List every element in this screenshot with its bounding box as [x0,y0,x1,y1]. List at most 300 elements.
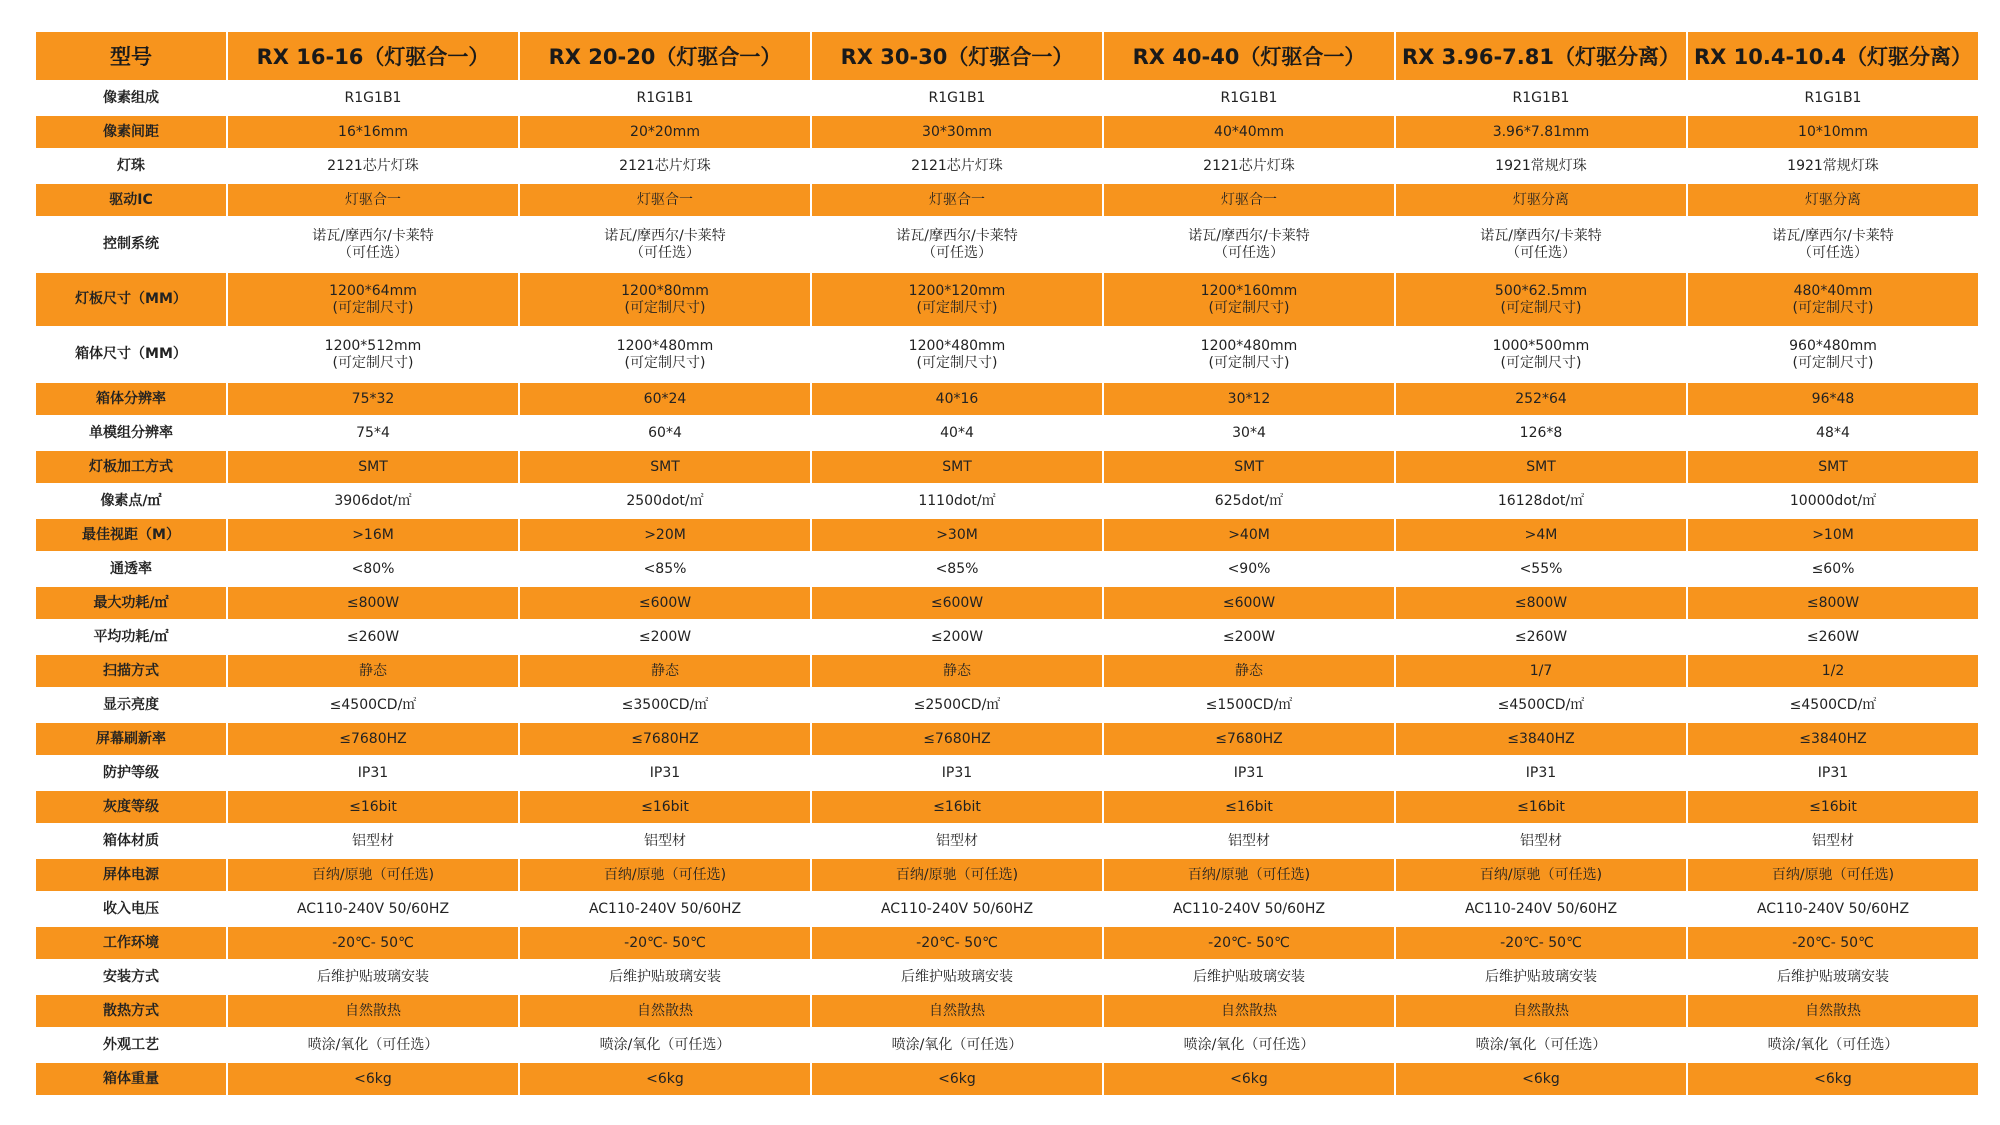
cell-text: ≤16bit [641,798,689,815]
table-cell [1396,927,1686,961]
table-cell [1688,757,1978,791]
cell-text: ≤7680HZ [339,730,407,747]
table-cell [520,655,810,689]
cell-text: 60*24 [643,390,687,407]
table-row [36,893,1978,927]
cell-text: >10M [1812,526,1854,543]
cell-text: <6kg [1230,1070,1268,1087]
cell-text: 灯驱分离 [1513,191,1569,208]
cell-text: 自然散热 [1805,1002,1861,1019]
cell-text: 500*62.5mm [1494,282,1588,299]
row-label: 扫描方式 [36,655,226,689]
table-cell [228,927,518,961]
cell-text: R1G1B1 [344,89,402,106]
row-label: 箱体重量 [36,1063,226,1097]
cell-text: (可定制尺寸) [916,354,998,371]
table-row [36,859,1978,893]
cell-text: IP31 [941,764,973,781]
table-cell [520,1029,810,1063]
table-cell [228,184,518,218]
table-cell [812,218,1102,273]
cell-text: (可定制尺寸) [332,299,414,316]
cell-text: (可定制尺寸) [916,299,998,316]
table-cell [1688,383,1978,417]
cell-text: R1G1B1 [928,89,986,106]
table-row [36,184,1978,218]
cell-text: ≤7680HZ [631,730,699,747]
table-cell [812,995,1102,1029]
cell-text: SMT [358,458,388,475]
cell-text: ≤60% [1811,560,1855,577]
cell-text: 后维护贴玻璃安装 [1777,968,1889,985]
cell-text: -20℃- 50℃ [1792,934,1874,951]
table-row [36,621,1978,655]
cell-text: 诺瓦/摩西尔/卡莱特 [896,227,1018,244]
cell-text: ≤260W [1514,628,1568,645]
cell-text: 1/7 [1529,662,1553,679]
row-label: 像素点/㎡ [36,485,226,519]
table-row [36,587,1978,621]
table-cell [1396,184,1686,218]
table-cell [1104,587,1394,621]
table-cell [1396,328,1686,383]
table-cell [812,723,1102,757]
table-cell [1104,383,1394,417]
cell-text: ≤16bit [933,798,981,815]
table-row [36,116,1978,150]
table-row [36,655,1978,689]
table-cell [1688,995,1978,1029]
table-cell [228,1063,518,1097]
cell-text: 30*12 [1227,390,1271,407]
cell-text: ≤3500CD/㎡ [621,696,709,713]
cell-text: 后维护贴玻璃安装 [1485,968,1597,985]
cell-text: R1G1B1 [1512,89,1570,106]
table-cell [520,485,810,519]
table-cell [228,328,518,383]
cell-text: ≤3840HZ [1507,730,1575,747]
table-cell [520,689,810,723]
table-cell [1688,553,1978,587]
cell-text: R1G1B1 [636,89,694,106]
cell-text: IP31 [1817,764,1849,781]
cell-text: 20*20mm [630,123,700,140]
cell-text: IP31 [357,764,389,781]
table-cell [1104,273,1394,328]
table-cell [520,621,810,655]
table-cell [1688,417,1978,451]
table-row [36,791,1978,825]
table-row [36,519,1978,553]
table-cell [228,689,518,723]
cell-text: 16*16mm [338,123,408,140]
cell-text: ≤200W [1222,628,1276,645]
row-label: 外观工艺 [36,1029,226,1063]
table-cell [228,82,518,116]
table-cell [1688,273,1978,328]
cell-text: 1200*480mm [1200,337,1298,354]
table-cell [812,485,1102,519]
table-row [36,961,1978,995]
cell-text: 喷涂/氧化（可任选） [1767,1036,1899,1053]
table-cell [1104,893,1394,927]
cell-text: 1921常规灯珠 [1787,157,1879,174]
row-label: 屏体电源 [36,859,226,893]
cell-text: 静态 [651,662,679,679]
cell-text: AC110-240V 50/60HZ [1464,900,1618,917]
cell-text: IP31 [1525,764,1557,781]
cell-text: 铝型材 [1228,832,1270,849]
cell-text: 2500dot/㎡ [626,492,704,509]
cell-text: 40*40mm [1214,123,1284,140]
cell-text: 自然散热 [929,1002,985,1019]
table-cell [520,825,810,859]
row-label: 工作环境 [36,927,226,961]
table-cell [1688,621,1978,655]
cell-text: 10*10mm [1798,123,1868,140]
cell-text: SMT [1818,458,1848,475]
table-cell [1104,328,1394,383]
cell-text: 1200*480mm [616,337,714,354]
table-cell [520,150,810,184]
cell-text: 静态 [943,662,971,679]
header-cell-product: RX 16-16（灯驱合一） [228,32,518,82]
table-cell [1104,927,1394,961]
row-label: 收入电压 [36,893,226,927]
cell-text: 静态 [1235,662,1263,679]
cell-text: 96*48 [1811,390,1855,407]
table-cell [1688,82,1978,116]
table-cell [1688,791,1978,825]
table-cell [228,757,518,791]
table-cell [1104,82,1394,116]
row-label: 最大功耗/㎡ [36,587,226,621]
cell-text: 铝型材 [936,832,978,849]
table-cell [228,519,518,553]
cell-text: 喷涂/氧化（可任选） [599,1036,731,1053]
header-cell-product: RX 10.4-10.4（灯驱分离） [1688,32,1978,82]
cell-text: 喷涂/氧化（可任选） [1475,1036,1607,1053]
table-cell [1688,184,1978,218]
row-label: 控制系统 [36,218,226,273]
table-cell [1104,116,1394,150]
table-cell [1688,150,1978,184]
table-cell [1396,82,1686,116]
cell-text: 60*4 [648,424,682,441]
table-cell [1688,519,1978,553]
table-cell [812,961,1102,995]
row-label: 灰度等级 [36,791,226,825]
cell-text: 诺瓦/摩西尔/卡莱特 [1480,227,1602,244]
cell-text: 灯驱分离 [1805,191,1861,208]
table-cell [1688,218,1978,273]
cell-text: 后维护贴玻璃安装 [901,968,1013,985]
cell-text: 1200*160mm [1200,282,1298,299]
table-cell [1104,757,1394,791]
row-label: 箱体分辨率 [36,383,226,417]
cell-text: 后维护贴玻璃安装 [317,968,429,985]
table-cell [812,417,1102,451]
cell-text: 3906dot/㎡ [334,492,412,509]
cell-text: 1000*500mm [1492,337,1590,354]
table-cell [520,82,810,116]
cell-text: AC110-240V 50/60HZ [1756,900,1910,917]
table-cell [1396,791,1686,825]
table-cell [520,328,810,383]
table-cell [812,825,1102,859]
header-row [36,32,1978,82]
header-cell-product: RX 40-40（灯驱合一） [1104,32,1394,82]
cell-text: 3.96*7.81mm [1492,123,1590,140]
cell-text: ≤7680HZ [923,730,991,747]
table-cell [228,273,518,328]
table-cell [228,859,518,893]
cell-text: <6kg [354,1070,392,1087]
table-cell [1396,485,1686,519]
table-row [36,1063,1978,1097]
cell-text: （可任选） [338,244,408,261]
cell-text: 10000dot/㎡ [1789,492,1877,509]
table-cell [812,82,1102,116]
cell-text: -20℃- 50℃ [1500,934,1582,951]
table-cell [1104,825,1394,859]
cell-text: (可定制尺寸) [332,354,414,371]
table-cell [520,417,810,451]
table-cell [1688,655,1978,689]
cell-text: ≤4500CD/㎡ [329,696,417,713]
table-cell [812,273,1102,328]
table-row [36,723,1978,757]
row-label: 显示亮度 [36,689,226,723]
cell-text: 1921常规灯珠 [1495,157,1587,174]
cell-text: （可任选） [1798,244,1868,261]
table-cell [1396,587,1686,621]
table-cell [228,621,518,655]
table-cell [520,218,810,273]
cell-text: -20℃- 50℃ [624,934,706,951]
table-cell [520,519,810,553]
cell-text: 灯驱合一 [345,191,401,208]
cell-text: （可任选） [922,244,992,261]
table-cell [1104,791,1394,825]
cell-text: <6kg [1814,1070,1852,1087]
table-cell [520,1063,810,1097]
table-cell [228,116,518,150]
cell-text: -20℃- 50℃ [1208,934,1290,951]
table-cell [1688,825,1978,859]
table-row [36,689,1978,723]
table-cell [1688,859,1978,893]
cell-text: 百纳/原驰（可任选) [1187,866,1311,883]
cell-text: >16M [352,526,394,543]
table-cell [228,723,518,757]
table-cell [1396,757,1686,791]
row-label: 通透率 [36,553,226,587]
table-cell [1104,655,1394,689]
cell-text: AC110-240V 50/60HZ [296,900,450,917]
table-header [36,32,1978,82]
cell-text: IP31 [1233,764,1265,781]
cell-text: 后维护贴玻璃安装 [609,968,721,985]
cell-text: 625dot/㎡ [1214,492,1284,509]
cell-text: ≤7680HZ [1215,730,1283,747]
table-cell [1396,825,1686,859]
cell-text: ≤800W [1514,594,1568,611]
cell-text: 2121芯片灯珠 [911,157,1003,174]
table-cell [1688,116,1978,150]
table-cell [812,184,1102,218]
header-cell-product: RX 3.96-7.81（灯驱分离） [1396,32,1686,82]
cell-text: AC110-240V 50/60HZ [588,900,742,917]
table-cell [812,859,1102,893]
cell-text: <6kg [938,1070,976,1087]
table-cell [520,273,810,328]
table-cell [812,519,1102,553]
table-cell [228,485,518,519]
cell-text: 75*4 [356,424,390,441]
cell-text: 1/2 [1821,662,1845,679]
cell-text: <55% [1519,560,1563,577]
cell-text: （可任选） [1506,244,1576,261]
cell-text: （可任选） [1214,244,1284,261]
cell-text: <80% [351,560,395,577]
cell-text: -20℃- 50℃ [332,934,414,951]
table-cell [520,893,810,927]
header-cell-product: RX 30-30（灯驱合一） [812,32,1102,82]
row-label: 最佳视距（M） [36,519,226,553]
table-cell [812,689,1102,723]
row-label: 箱体材质 [36,825,226,859]
cell-text: 自然散热 [345,1002,401,1019]
row-label: 单模组分辨率 [36,417,226,451]
cell-text: AC110-240V 50/60HZ [880,900,1034,917]
table-cell [812,621,1102,655]
table-cell [812,451,1102,485]
row-label: 平均功耗/㎡ [36,621,226,655]
cell-text: 126*8 [1519,424,1563,441]
row-label: 像素组成 [36,82,226,116]
table-cell [228,995,518,1029]
table-cell [812,1029,1102,1063]
cell-text: 诺瓦/摩西尔/卡莱特 [604,227,726,244]
cell-text: 1200*80mm [621,282,709,299]
table-cell [228,150,518,184]
table-cell [520,859,810,893]
cell-text: ≤600W [638,594,692,611]
table-cell [228,417,518,451]
cell-text: 2121芯片灯珠 [619,157,711,174]
table-cell [1104,451,1394,485]
table-cell [520,927,810,961]
table-cell [228,791,518,825]
table-cell [1104,184,1394,218]
cell-text: 百纳/原驰（可任选) [1771,866,1895,883]
table-cell [520,723,810,757]
row-label: 安装方式 [36,961,226,995]
cell-text: (可定制尺寸) [1500,299,1582,316]
table-row [36,757,1978,791]
table-row [36,417,1978,451]
table-cell [1688,451,1978,485]
table-cell [1396,893,1686,927]
table-cell [1104,961,1394,995]
cell-text: 铝型材 [644,832,686,849]
cell-text: 百纳/原驰（可任选) [311,866,435,883]
cell-text: (可定制尺寸) [624,354,706,371]
table-cell [812,383,1102,417]
cell-text: 灯驱合一 [929,191,985,208]
cell-text: ≤4500CD/㎡ [1789,696,1877,713]
table-cell [1688,328,1978,383]
cell-text: 灯驱合一 [637,191,693,208]
cell-text: ≤200W [638,628,692,645]
cell-text: 诺瓦/摩西尔/卡莱特 [1772,227,1894,244]
row-label: 驱动IC [36,184,226,218]
table-cell [520,184,810,218]
table-cell [1396,689,1686,723]
table-cell [228,655,518,689]
cell-text: 铝型材 [1812,832,1854,849]
table-cell [228,451,518,485]
cell-text: ≤600W [930,594,984,611]
cell-text: 1200*64mm [329,282,417,299]
cell-text: ≤600W [1222,594,1276,611]
cell-text: 1200*512mm [324,337,422,354]
table-cell [520,961,810,995]
table-cell [228,553,518,587]
table-row [36,218,1978,273]
table-cell [812,757,1102,791]
table-cell [228,961,518,995]
table-cell [1396,273,1686,328]
table-row [36,383,1978,417]
cell-text: 16128dot/㎡ [1497,492,1585,509]
cell-text: >20M [644,526,686,543]
cell-text: ≤16bit [1517,798,1565,815]
cell-text: (可定制尺寸) [1500,354,1582,371]
cell-text: ≤4500CD/㎡ [1497,696,1585,713]
table-cell [812,1063,1102,1097]
cell-text: (可定制尺寸) [1792,354,1874,371]
cell-text: 1110dot/㎡ [918,492,996,509]
cell-text: <6kg [646,1070,684,1087]
cell-text: ≤200W [930,628,984,645]
table-cell [1104,1029,1394,1063]
table-row [36,553,1978,587]
table-cell [228,893,518,927]
table-cell [520,553,810,587]
table-cell [812,553,1102,587]
table-cell [812,893,1102,927]
table-cell [228,218,518,273]
cell-text: (可定制尺寸) [1792,299,1874,316]
row-label: 防护等级 [36,757,226,791]
cell-text: SMT [1234,458,1264,475]
cell-text: 40*4 [940,424,974,441]
table-row [36,927,1978,961]
table-cell [1396,961,1686,995]
cell-text: 480*40mm [1793,282,1873,299]
cell-text: (可定制尺寸) [624,299,706,316]
cell-text: >30M [936,526,978,543]
cell-text: <90% [1227,560,1271,577]
cell-text: SMT [650,458,680,475]
cell-text: 喷涂/氧化（可任选） [1183,1036,1315,1053]
cell-text: 1200*120mm [908,282,1006,299]
cell-text: >4M [1524,526,1558,543]
row-label: 箱体尺寸（MM） [36,328,226,383]
table-cell [1688,689,1978,723]
